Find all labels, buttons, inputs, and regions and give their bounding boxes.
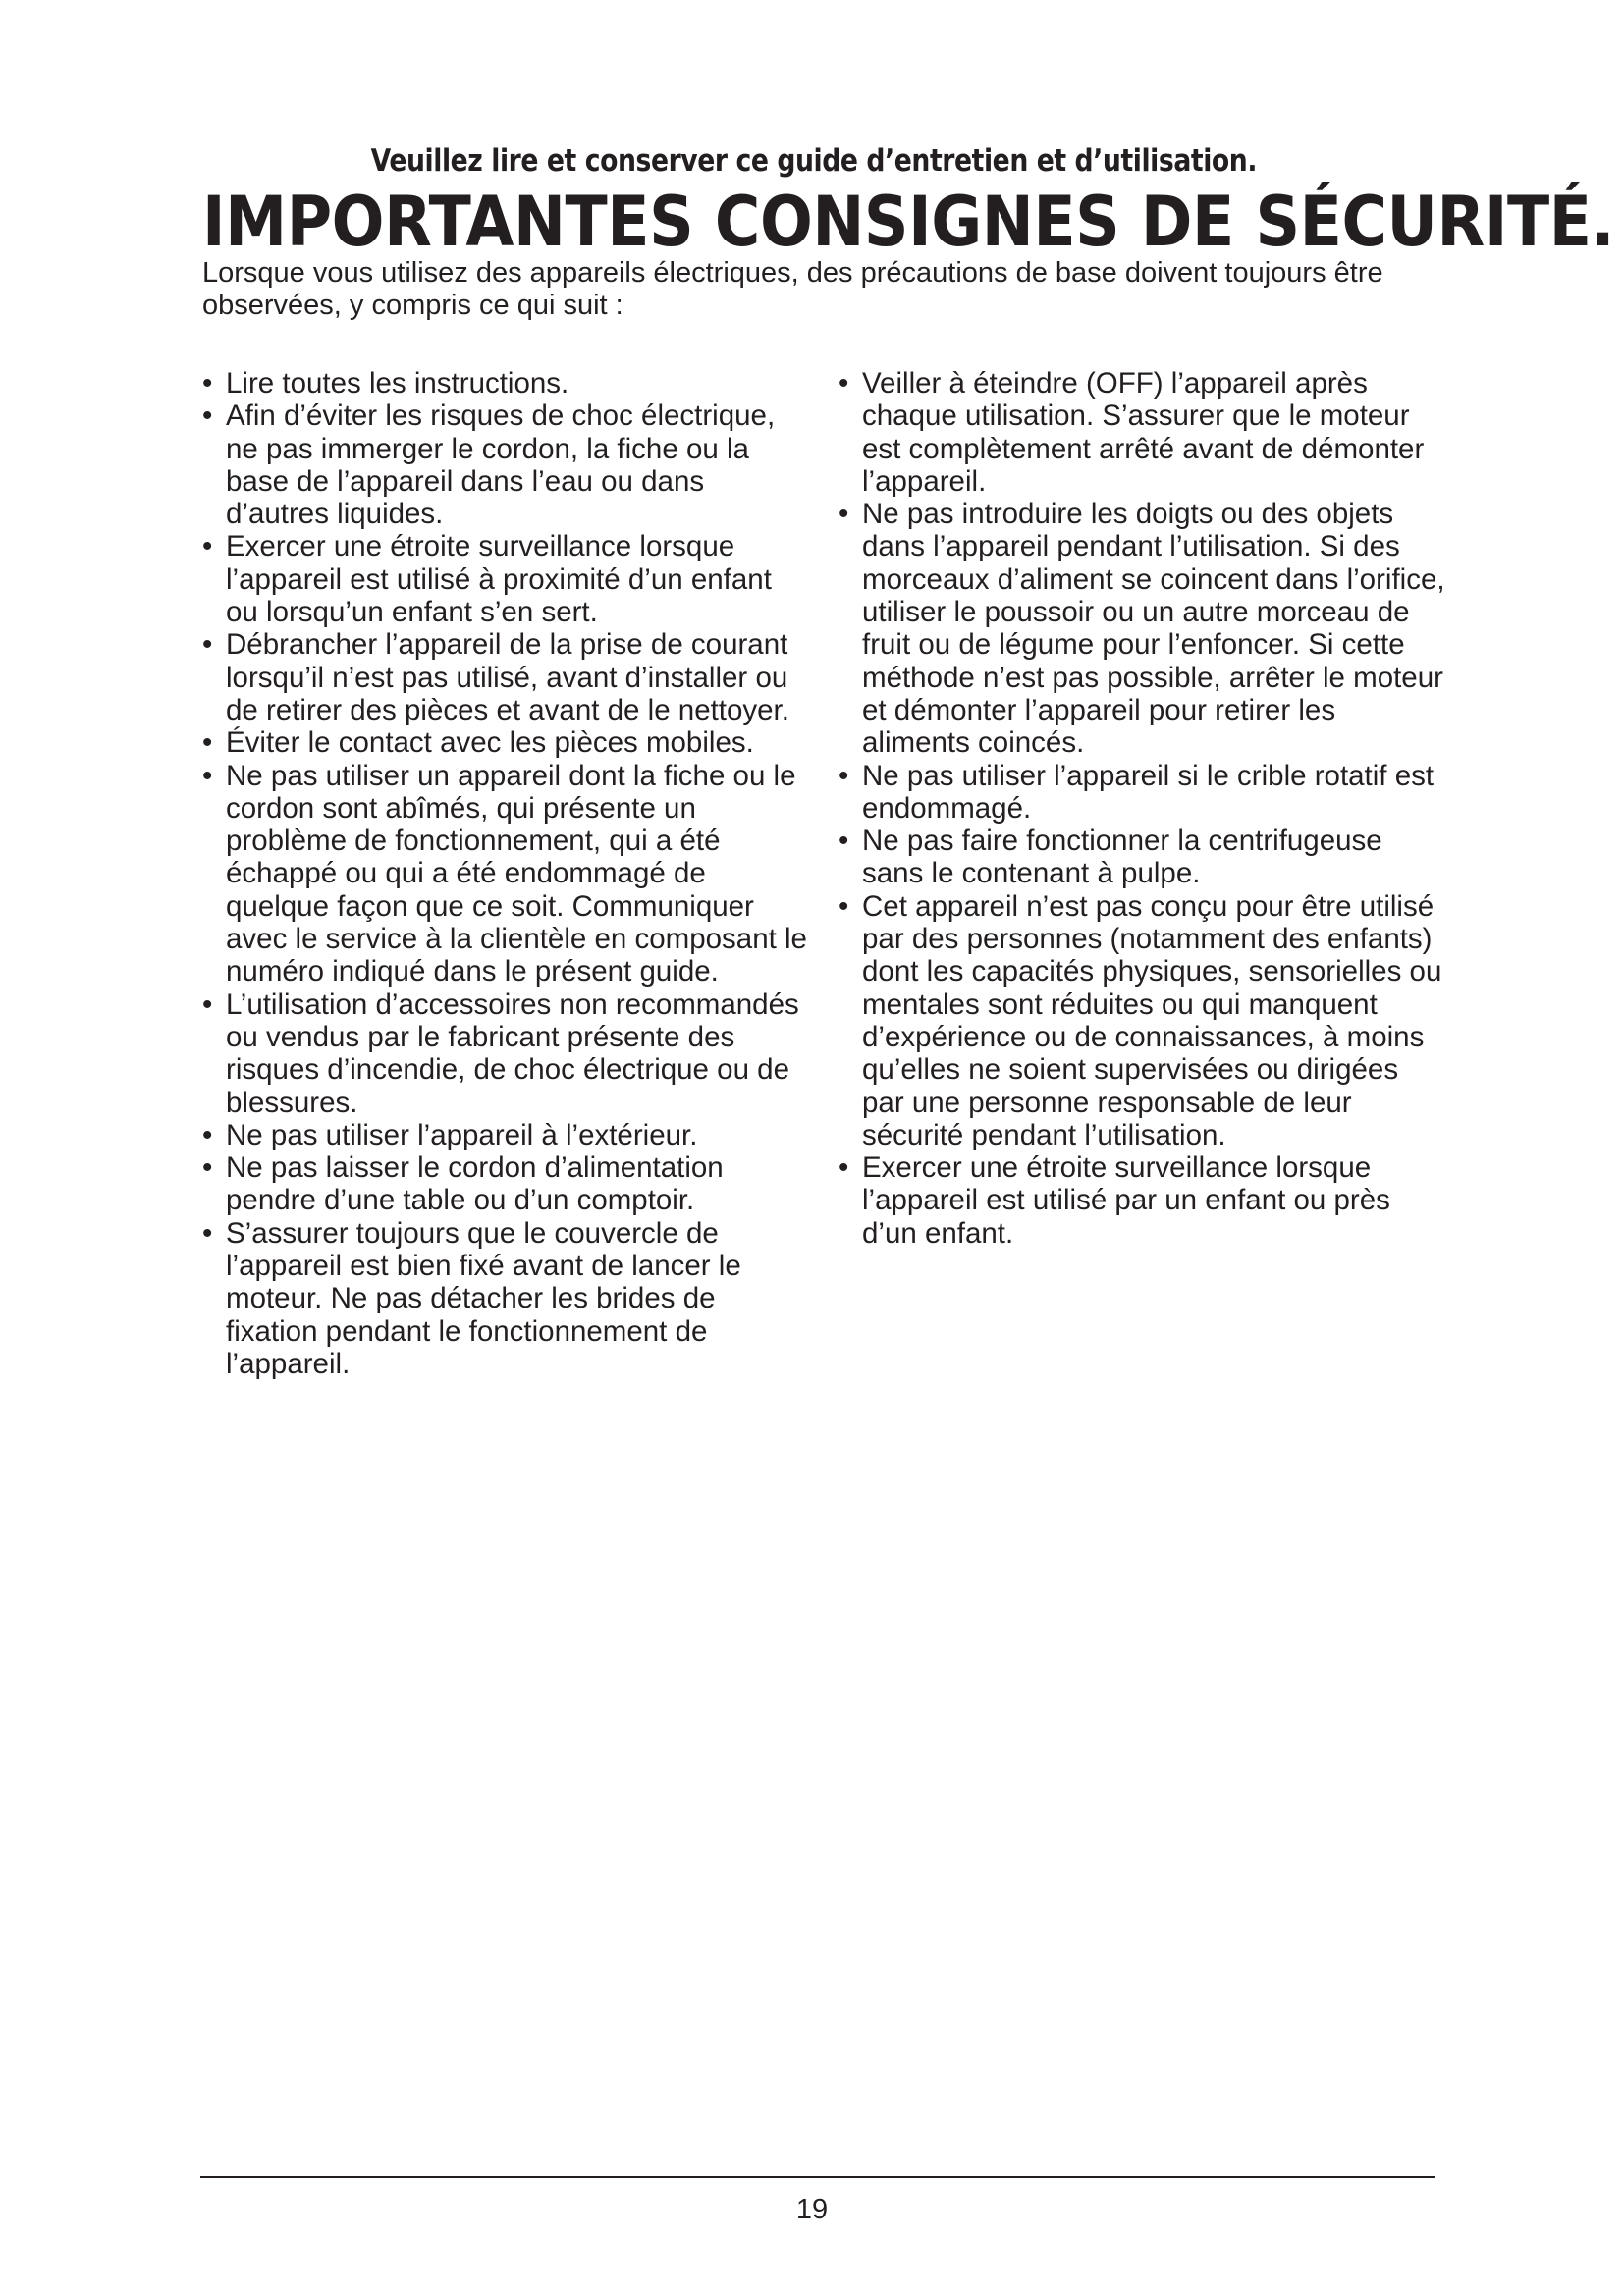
bullet-icon: • [202,726,213,760]
list-item [839,1151,1447,1250]
bullet-icon: • [202,530,213,563]
guide-subtitle: Veuillez lire et conserver ce guide d’entretien et d’utilisation. [370,143,1258,179]
list-item-text: Ne pas faire fonctionner la centrifugeuse sans le contenant à pulpe. [862,825,1382,890]
list-item [202,1119,811,1151]
list-item [839,367,1447,498]
list-item-text: Veiller à éteindre (OFF) l’appareil après chaque utilisation. S’assurer que le moteur est complètement arrêté avant de démonter l’appareil. [862,367,1425,498]
list-item [202,726,811,759]
bullet-icon: • [202,988,213,1021]
intro-paragraph: Lorsque vous utilisez des appareils électriques, des précautions de base doivent toujours être observées, y compris ce qui suit : [202,257,1383,321]
list-item-text: Éviter le contact avec les pièces mobiles. [226,726,754,760]
list-item [202,367,811,400]
list-item-text: Ne pas utiliser l’appareil à l’extérieur. [226,1118,698,1151]
list-item-text: L’utilisation d’accessoires non recommandés ou vendus par le fabricant présente des risques d’incendie, de choc électrique ou de blessures. [226,988,799,1119]
page-title: IMPORTANTES CONSIGNES DE SÉCURITÉ. [202,182,1615,262]
list-item [202,1217,811,1380]
bullet-icon: • [202,1118,213,1151]
bullet-icon: • [839,889,849,923]
list-item-text: S’assurer toujours que le couvercle de l’appareil est bien fixé avant de lancer le moteur. Ne pas détacher les brides de fixation pendant le fonctionnement de l’appareil. [226,1216,741,1380]
list-item-text: Débrancher l’appareil de la prise de courant lorsqu’il n’est pas utilisé, avant d’installer ou de retirer des pièces et avant de le nettoyer. [226,628,789,726]
list-item [839,760,1447,826]
footer-divider [200,2176,1435,2178]
list-item [839,825,1447,890]
bullet-icon: • [202,759,213,792]
list-item-text: Cet appareil n’est pas conçu pour être utilisé par des personnes (notamment des enfants) dont les capacités physiques, sensorielles ou mentales sont réduites ou qui manquent d’expérience ou de connaissances, à moins qu’elles ne soient supervisées ou dirigées par une personne responsable de leur sécurité pendant l’utilisation. [862,889,1442,1151]
list-item-text: Exercer une étroite surveillance lorsque l’appareil est utilisé à proximité d’un enfant ou lorsqu’un enfant s’en sert. [226,530,772,629]
list-item-text: Ne pas utiliser un appareil dont la fiche ou le cordon sont abîmés, qui présente un problème de fonctionnement, qui a été échappé ou qui a été endommagé de quelque façon que ce soit. Communiquer avec le service à la clientèle en composant le numéro indiqué dans le présent guide. [226,759,807,988]
list-item-text: Ne pas utiliser l’appareil si le crible rotatif est endommagé. [862,759,1435,825]
bullet-icon: • [839,1151,849,1185]
list-item [202,760,811,988]
list-item-text: Ne pas introduire les doigts ou des objets dans l’appareil pendant l’utilisation. Si des morceaux d’aliment se coincent dans l’orifice, utiliser le poussoir ou un autre morceau de fruit ou de légume pour l’enfoncer. Si cette méthode n’est pas possible, arrêter le moteur et démonter l’appareil pour retirer les aliments coincés. [862,498,1445,760]
list-item-text: Afin d’éviter les risques de choc électrique, ne pas immerger le cordon, la fiche ou la base de l’appareil dans l’eau ou dans d’autres liquides. [226,400,776,531]
list-item [839,890,1447,1151]
bullet-icon: • [202,628,213,662]
list-item [202,628,811,726]
list-item [202,530,811,628]
bullet-icon: • [202,1151,213,1185]
page-number: 19 [795,2194,829,2225]
bullet-icon: • [839,498,849,531]
bullet-icon: • [202,367,213,400]
safety-list-left [202,367,811,1380]
bullet-icon: • [202,1216,213,1250]
bullet-icon: • [839,759,849,792]
list-item-text: Ne pas laisser le cordon d’alimentation pendre d’une table ou d’un comptoir. [226,1151,724,1217]
bullet-icon: • [839,825,849,858]
list-item-text: Exercer une étroite surveillance lorsque l’appareil est utilisé par un enfant ou près d’un enfant. [862,1151,1390,1250]
bullet-icon: • [839,367,849,400]
list-item-text: Lire toutes les instructions. [226,367,569,400]
list-item [202,988,811,1119]
list-item [202,400,811,530]
bullet-icon: • [202,400,213,433]
list-item [202,1151,811,1217]
list-item [839,498,1447,759]
safety-list-right [839,367,1447,1250]
